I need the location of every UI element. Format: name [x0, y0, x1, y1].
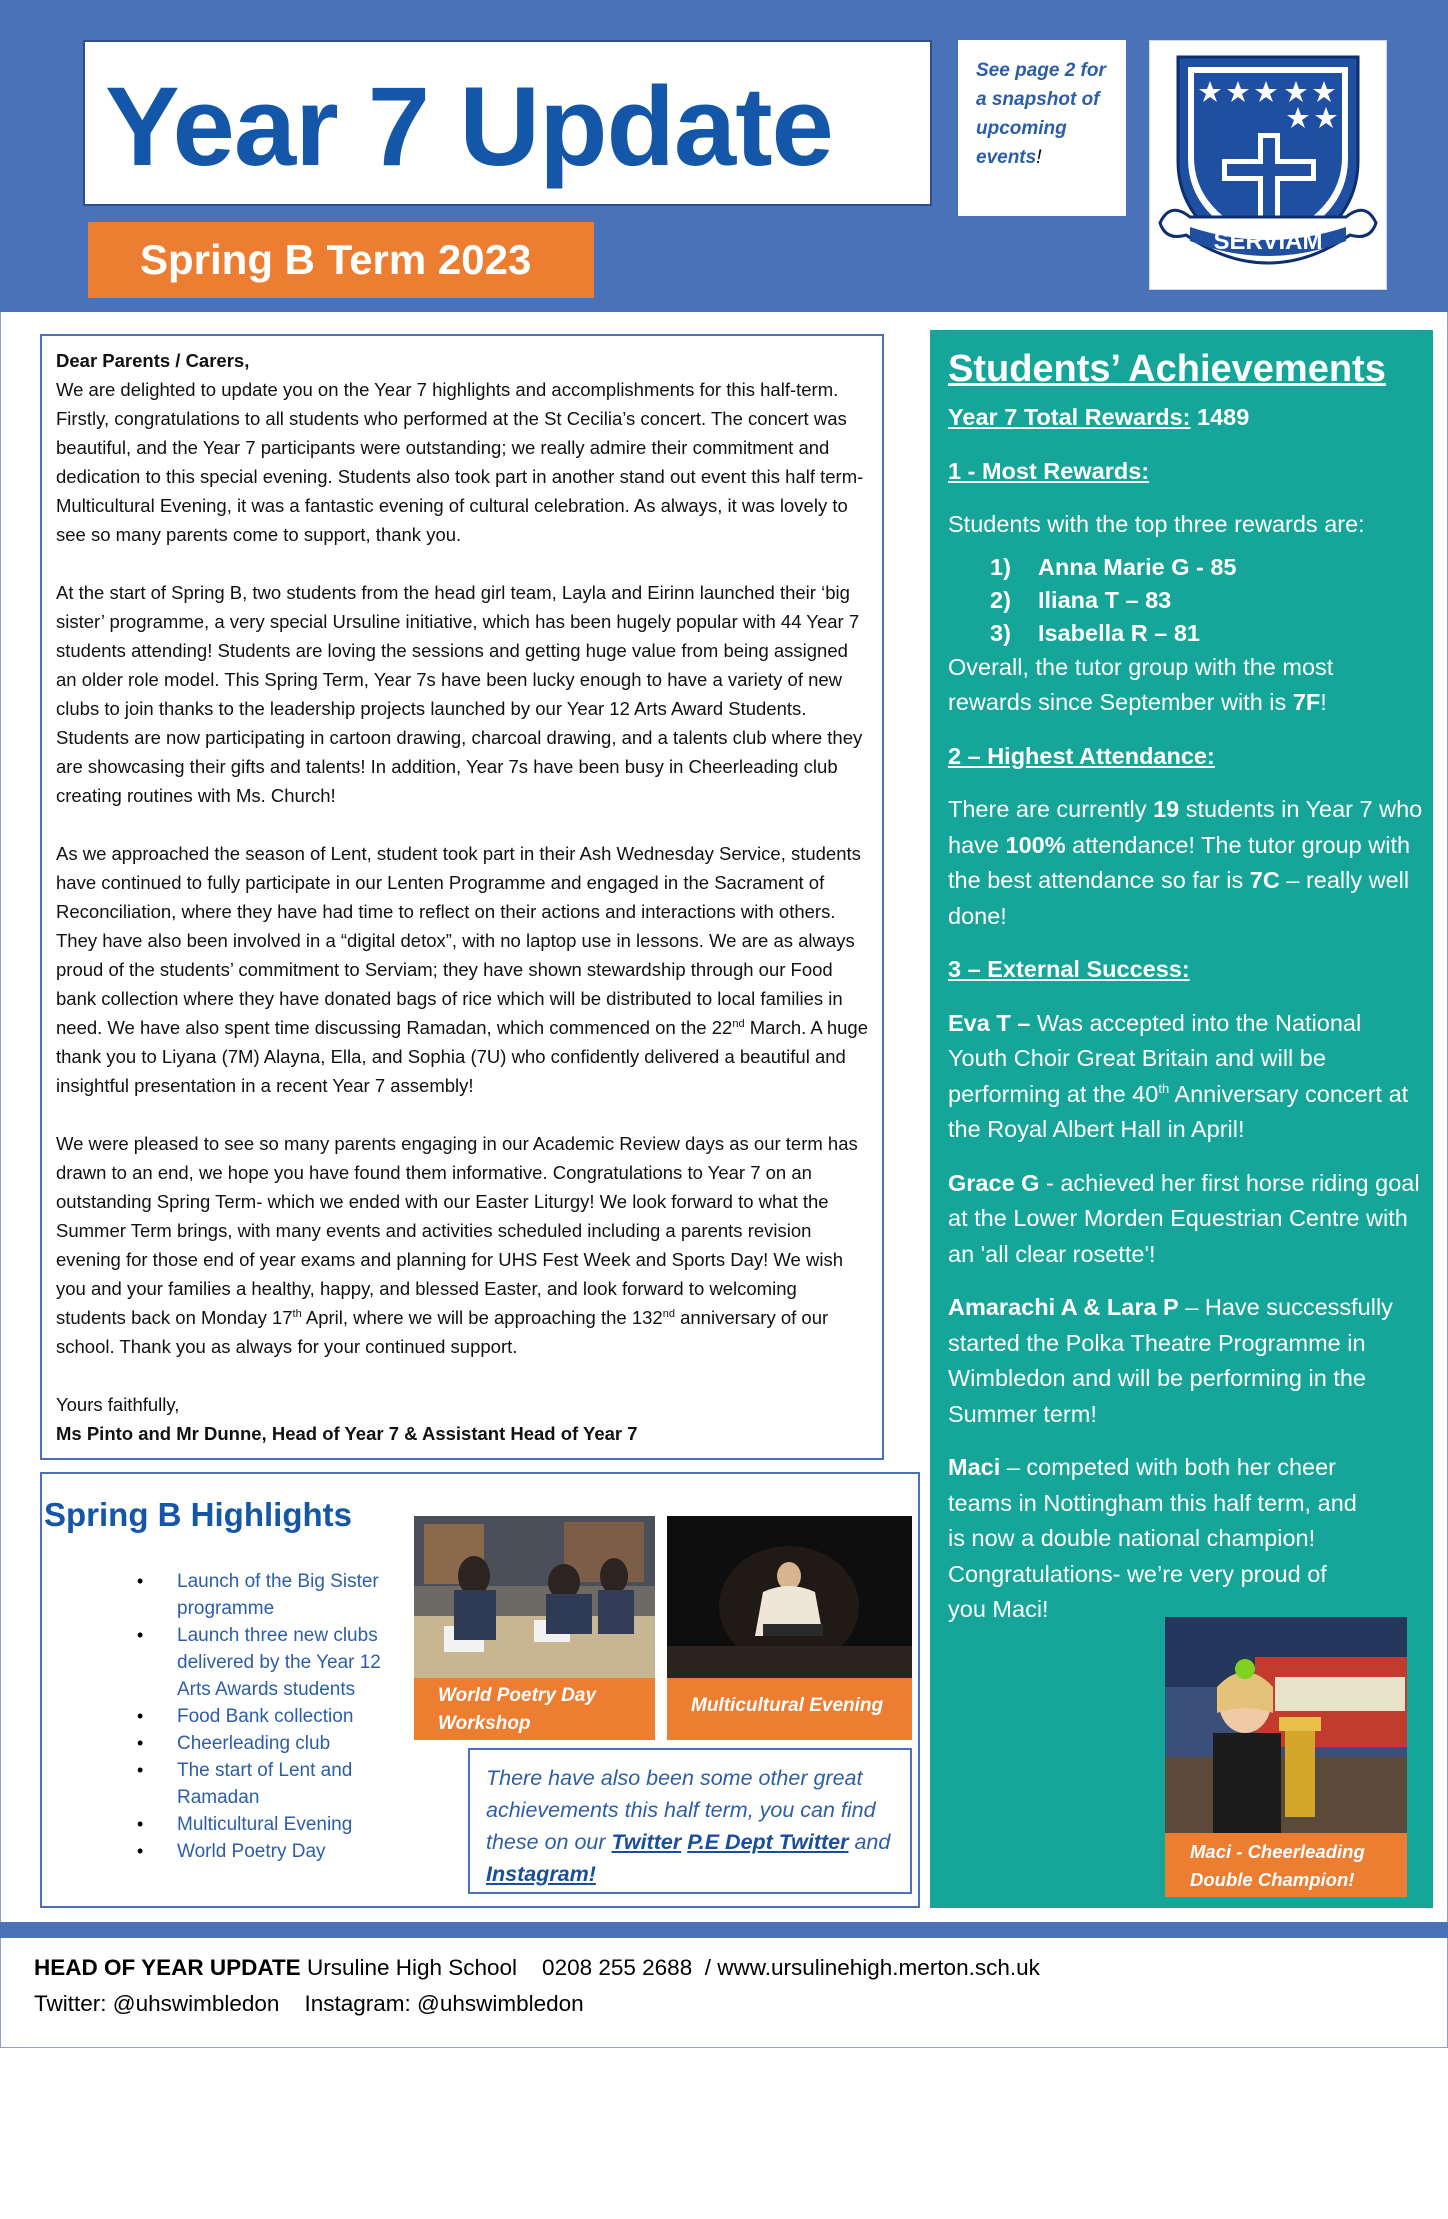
share-activities-note: If your daughter participates in sport or other activities outside of school do encourage her to let me know – I would love to celebrate their efforts.	[948, 2020, 1152, 2215]
top-rewards-list	[948, 551, 1423, 650]
list-item: 3) Isabella R – 81	[990, 619, 1200, 646]
footer-band	[0, 1922, 1448, 1938]
twitter-link[interactable]: Twitter	[611, 1830, 682, 1854]
footer-line-2: Twitter: @uhswimbledon Instagram: @uhswimbledon	[34, 1991, 584, 2016]
list-item: • World Poetry Day	[137, 1838, 407, 1865]
list-item: • Multicultural Evening	[137, 1811, 407, 1838]
top-rewards-intro: Students with the top three rewards are:	[948, 511, 1365, 537]
pe-twitter-link[interactable]: P.E Dept Twitter	[687, 1830, 849, 1854]
salutation: Dear Parents / Carers,	[56, 350, 250, 371]
letter-paragraph-3: As we approached the season of Lent, student took part in their Ash Wednesday Service, students have continued to fully participate in our Lenten Programme and engaged in the Sacrament of Reconciliation, where they have had time to reflect on their actions and interactions with others. They have also been involved in a “digital detox”, with no laptop use in lessons. We are as always proud of the students’ commitment to Serviam; they have shown stewardship through our Food bank collection where they have donated bags of rice which will be distributed to local families in need. We have also spent time discussing Ramadan, which commenced on the 22nd March. A huge thank you to Liyana (7M) Alayna, Ella, and Sophia (7U) who confidently delivered a beautiful and insightful presentation in a recent Year 7 assembly!	[56, 843, 868, 1096]
list-item: • Food Bank collection	[137, 1703, 407, 1730]
school-crest	[1149, 40, 1387, 290]
list-item: • The start of Lent and Ramadan	[137, 1757, 407, 1811]
letter-closing: Yours faithfully,	[56, 1394, 180, 1415]
note-main: See page 2 for a snapshot of upcoming events	[976, 60, 1106, 168]
term-banner	[88, 222, 594, 298]
letter-paragraph-4: We were pleased to see so many parents engaging in our Academic Review days as our term has drawn to an end, we hope you have found them informative. Congratulations to Year 7 on an outstanding Spring Term- which we ended with our Easter Liturgy! We look forward to what the Summer Term brings, with many events and activities scheduled including a parents revision evening for those end of year exams and planning for UHS Fest Week and Sports Day! We wish you and your families a healthy, happy, and blessed Easter, and look forward to welcoming students back on Monday 17th April, where we will be approaching the 132nd anniversary of our school. Thank you as always for your continued support.	[56, 1133, 858, 1357]
note-end: !	[1036, 147, 1042, 168]
letter-box	[40, 334, 884, 1460]
list-item: • Launch of the Big Sister programme	[137, 1568, 407, 1622]
attendance-text: There are currently 19 students in Year 7 who have 100% attendance! The tutor group with the best attendance so far is 7C – really well done!	[948, 796, 1423, 929]
upcoming-note-text	[976, 56, 1116, 172]
eva-success: Eva T – Was accepted into the National Youth Choir Great Britain and will be performing at the 40th Anniversary concert at the Royal Albert Hall in April!	[948, 1009, 1409, 1142]
most-rewards-group: Overall, the tutor group with the most rewards since September with is 7F!	[948, 653, 1334, 715]
list-item: • Cheerleading club	[137, 1730, 407, 1757]
letter-paragraph-2: At the start of Spring B, two students from the head girl team, Layla and Eirinn launched their ‘big sister’ programme, a very special Ursuline initiative, which has been hugely popular with 44 Year 7 students attending! Students are loving the sessions and getting huge value from being assigned an older role model. This Spring Term, Year 7s have been lucky enough to have a variety of new clubs to join thanks to the leadership projects launched by our Year 12 Arts Award Students. Students are now participating in cartoon drawing, charcoal drawing, and a talents club where they are showcasing their gifts and talents! In addition, Year 7s have been busy in Cheerleading club creating routines with Ms. Church!	[56, 582, 863, 806]
achievements-body	[948, 344, 1423, 1646]
page-title: Year 7 Update	[105, 64, 833, 189]
stage-photo-icon	[667, 1516, 912, 1678]
social-links-box	[468, 1748, 912, 1894]
classroom-photo-icon	[414, 1516, 655, 1678]
letter-body	[56, 346, 870, 1477]
list-item: • Launch three new clubs delivered by the Year 12 Arts Awards students	[137, 1622, 407, 1703]
section-most-rewards-heading: 1 - Most Rewards:	[948, 457, 1150, 484]
section-external-heading: 3 – External Success:	[948, 956, 1190, 982]
footer	[34, 1950, 1040, 2022]
section-attendance-heading: 2 – Highest Attendance:	[948, 742, 1215, 769]
maci-success: Maci – competed with both her cheer teams in Nottingham this half term, and is now a double national champion! Congratulations- we’re very proud of you Maci!	[948, 1454, 1357, 1622]
title-box	[83, 40, 932, 206]
amarachi-success: Amarachi A & Lara P – Have successfully started the Polka Theatre Programme in Wimbledon and will be performing in the Summer term!	[948, 1294, 1393, 1427]
multicultural-photo-caption: Multicultural Evening	[667, 1678, 912, 1740]
instagram-link[interactable]: Instagram	[486, 1862, 589, 1886]
list-item: 2) Iliana T – 83	[990, 586, 1172, 613]
highlights-title: Spring B Highlights	[44, 1496, 352, 1533]
total-rewards: Year 7 Total Rewards: 1489	[948, 404, 1250, 430]
achievements-title: Students’ Achievements	[948, 348, 1386, 390]
letter-paragraph-1: We are delighted to update you on the Year 7 highlights and accomplishments for this half-term. Firstly, congratulations to all students who performed at the St Cecilia’s concert. The concert was beautiful, and the Year 7 participants were outstanding; we really admire their commitment and dedication to this special evening. Students also took part in another stand out event this half term- Multicultural Evening, it was a fantastic evening of cultural celebration. As always, it was lovely to see so many parents come to support, thank you.	[56, 379, 864, 545]
poetry-photo	[414, 1516, 655, 1678]
letter-signature: Ms Pinto and Mr Dunne, Head of Year 7 & Assistant Head of Year 7	[56, 1423, 638, 1444]
term-label: Spring B Term 2023	[140, 236, 532, 283]
highlights-list	[137, 1568, 407, 1865]
poetry-photo-caption: World Poetry Day Workshop	[414, 1678, 655, 1740]
crest-icon	[1150, 41, 1386, 289]
list-item: 1) Anna Marie G - 85	[990, 553, 1237, 580]
social-links-text: There have also been some other great achievements this half term, you can find these on our Twitter P.E Dept Twitter and Instagram!	[486, 1766, 891, 1886]
upcoming-note	[958, 40, 1126, 216]
multicultural-photo	[667, 1516, 912, 1678]
maci-photo	[1165, 1617, 1407, 1833]
maci-photo-caption: Maci - Cheerleading Double Champion!	[1165, 1833, 1407, 1897]
cheer-photo-icon	[1165, 1617, 1407, 1833]
footer-line-1: HEAD OF YEAR UPDATE Ursuline High School 0208 255 2688 / www.ursulinehigh.merton.sch.uk	[34, 1955, 1040, 1980]
grace-success: Grace G - achieved her first horse riding goal at the Lower Morden Equestrian Centre with an 'all clear rosette'!	[948, 1169, 1420, 1267]
crest-motto: SERVIAM	[1213, 228, 1323, 255]
